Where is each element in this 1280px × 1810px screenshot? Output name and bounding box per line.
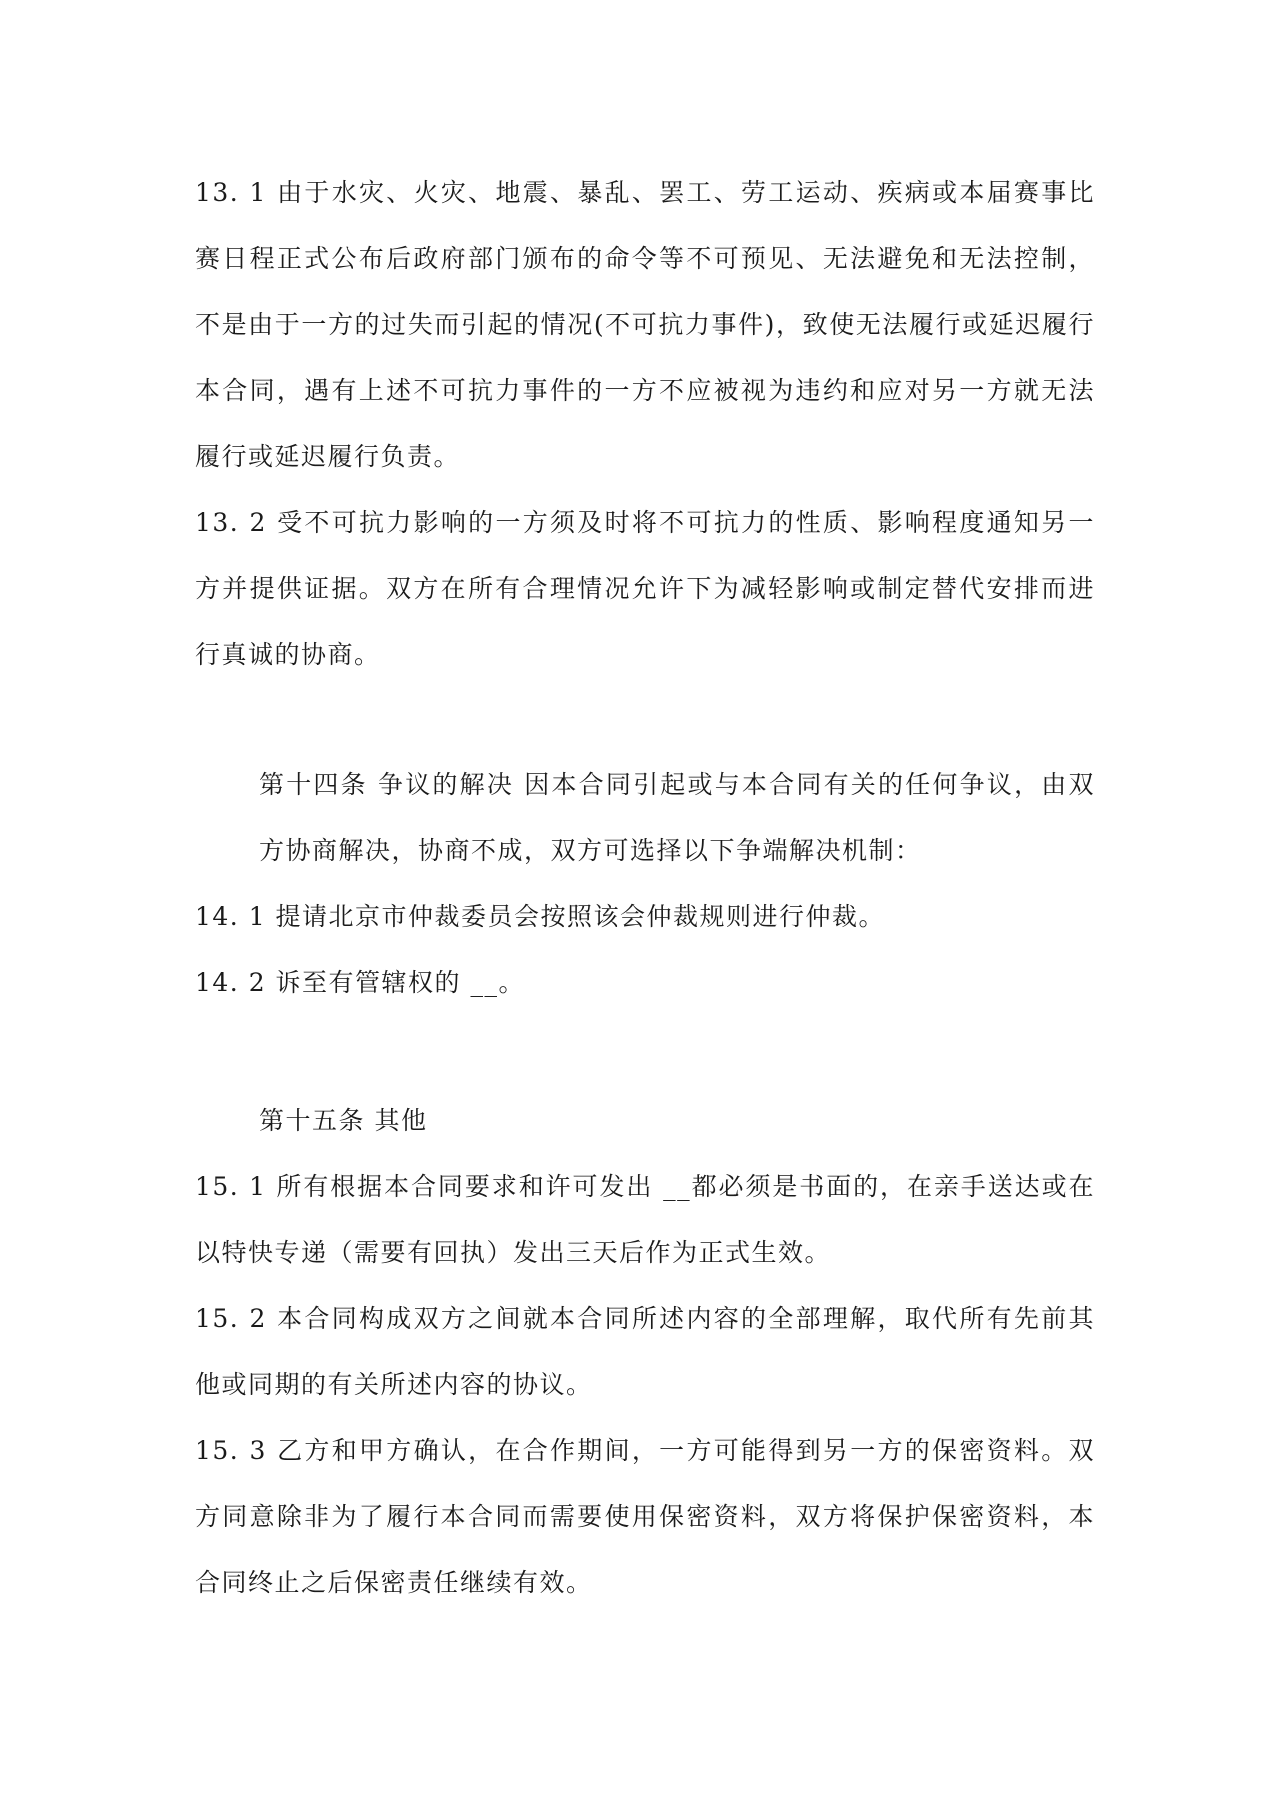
clause-15-3: 15. 3 乙方和甲方确认，在合作期间，一方可能得到另一方的保密资料。双方同意除非为了履行本合同而需要使用保密资料，双方将保护保密资料，本合同终止之后保密责任继续有效。	[195, 1436, 1095, 1597]
clause-13-1: 13. 1 由于水灾、火灾、地震、暴乱、罢工、劳工运动、疾病或本届赛事比赛日程正式公布后政府部门颁布的命令等不可预见、无法避免和无法控制，不是由于一方的过失而引起的情况(不可抗力事件)，致使无法履行或延迟履行本合同，遇有上述不可抗力事件的一方不应被视为违约和应对另一方就无法履行或延迟履行负责。	[195, 178, 1095, 471]
clause-14-2: 14. 2 诉至有管辖权的 __。	[195, 968, 526, 997]
clause-15-heading: 第十五条 其他	[259, 1106, 428, 1135]
clause-15-1: 15. 1 所有根据本合同要求和许可发出 __都必须是书面的，在亲手送达或在以特快专递（需要有回执）发出三天后作为正式生效。	[195, 1172, 1095, 1267]
clause-13-2: 13. 2 受不可抗力影响的一方须及时将不可抗力的性质、影响程度通知另一方并提供证据。双方在所有合理情况允许下为减轻影响或制定替代安排而进行真诚的协商。	[195, 508, 1095, 669]
clause-15-2: 15. 2 本合同构成双方之间就本合同所述内容的全部理解，取代所有先前其他或同期的有关所述内容的协议。	[195, 1304, 1095, 1399]
document-body	[195, 160, 1095, 1616]
clause-14-heading: 第十四条 争议的解决 因本合同引起或与本合同有关的任何争议，由双方协商解决，协商不成，双方可选择以下争端解决机制：	[259, 770, 1095, 865]
clause-14-1: 14. 1 提请北京市仲裁委员会按照该会仲裁规则进行仲裁。	[195, 902, 886, 931]
